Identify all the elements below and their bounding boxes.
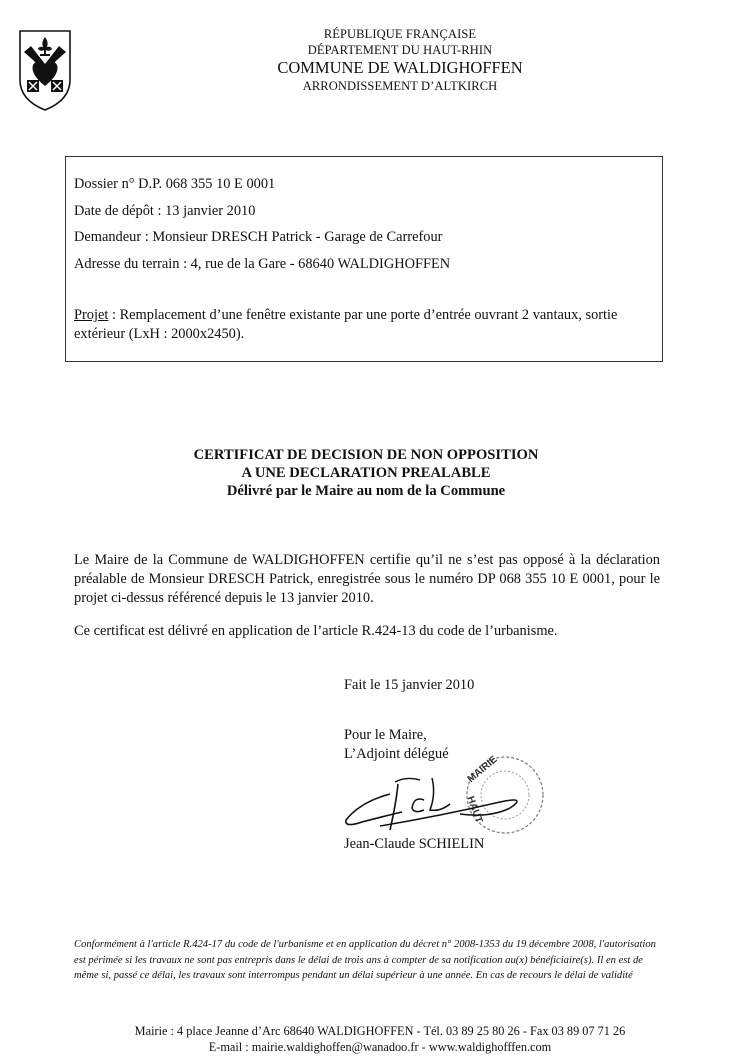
project-label: Projet <box>74 307 109 323</box>
commune-heading: COMMUNE DE WALDIGHOFFEN <box>277 58 523 77</box>
svg-text:HAUT: HAUT <box>464 794 485 825</box>
certificate-subtitle: Délivré par le Maire au nom de la Commune <box>226 483 506 499</box>
legal-validity-note: Conformément à l'article R.424-17 du code de l'urbanisme et en application du décret n° 2008-1353 du 19 décembre 2008, l'autorisation est périmée si les travaux ne sont pas entrepris dans le délai de trois ans à compter de sa notification au(x) bénéficiaire(s). Il en est de même si, passé ce délai, les travaux sont interrompus pendant un délai supérieur à une année. En cas de recours le délai de validité <box>74 939 656 981</box>
dossier-number: Dossier n° D.P. 068 355 10 E 0001 <box>74 176 276 192</box>
deputy-role: L’Adjoint délégué <box>344 746 449 762</box>
republic-heading: RÉPUBLIQUE FRANÇAISE <box>323 27 477 41</box>
handwritten-signature-icon <box>340 764 530 838</box>
arrondissement-heading: ARRONDISSEMENT D’ALTKIRCH <box>302 79 498 93</box>
coat-of-arms-crest-icon <box>18 28 72 112</box>
department-heading: DÉPARTEMENT DU HAUT-RHIN <box>307 43 493 57</box>
legal-basis-paragraph: Ce certificat est délivré en application de l’article R.424-13 du code de l’urbanisme. <box>74 623 558 639</box>
town-hall-contact: Mairie : 4 place Jeanne d’Arc 68640 WALDIGHOFFEN - Tél. 03 89 25 80 26 - Fax 03 89 07 71 26 <box>134 1024 626 1038</box>
signatory-name: Jean-Claude SCHIELIN <box>344 836 485 852</box>
for-mayor-label: Pour le Maire, <box>344 727 427 743</box>
deposit-date: Date de dépôt : 13 janvier 2010 <box>74 203 256 219</box>
project-text: : Remplacement d’une fenêtre existante par une porte d’entrée ouvrant 2 vantaux, sortie extérieur (LxH : 2000x2450). <box>74 307 618 342</box>
town-hall-email-web: E-mail : mairie.waldighoffen@wanadoo.fr - www.waldighofffen.com <box>208 1040 552 1054</box>
svg-text:MAIRIE: MAIRIE <box>465 754 500 786</box>
certificate-title-line1: CERTIFICAT DE DECISION DE NON OPPOSITION <box>193 447 539 463</box>
certificate-title-line2: A UNE DECLARATION PREALABLE <box>241 465 491 481</box>
project-description <box>74 306 659 344</box>
applicant: Demandeur : Monsieur DRESCH Patrick - Garage de Carrefour <box>74 229 443 245</box>
certification-paragraph: Le Maire de la Commune de WALDIGHOFFEN certifie qu’il ne s’est pas opposé à la déclaration préalable de Monsieur DRESCH Patrick, enregistrée sous le numéro DP 068 355 10 E 0001, pour le projet ci-dessus référencé depuis le 13 janvier 2010. <box>74 552 660 606</box>
issue-date: Fait le 15 janvier 2010 <box>344 677 475 693</box>
land-address: Adresse du terrain : 4, rue de la Gare - 68640 WALDIGHOFFEN <box>74 256 451 272</box>
